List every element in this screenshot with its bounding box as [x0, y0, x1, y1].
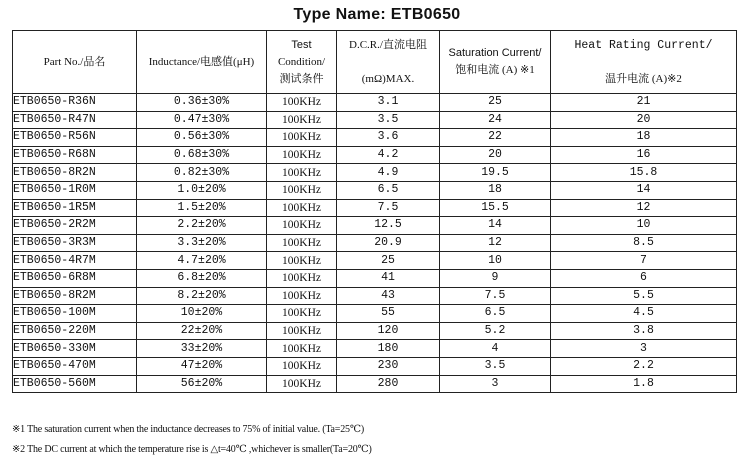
cell-heat-rating-current: 12	[551, 199, 737, 217]
cell-test-condition: 100KHz	[267, 234, 337, 252]
cell-dcr: 43	[337, 287, 440, 305]
header-test-condition: Test Condition/ 测试条件	[267, 31, 337, 94]
cell-saturation-current: 9	[440, 269, 551, 287]
table-row	[13, 287, 737, 305]
cell-saturation-current: 15.5	[440, 199, 551, 217]
cell-test-condition: 100KHz	[267, 129, 337, 147]
table-row	[13, 129, 737, 147]
cell-heat-rating-current: 16	[551, 146, 737, 164]
cell-part-no: ETB0650-330M	[13, 340, 137, 358]
cell-heat-rating-current: 10	[551, 217, 737, 235]
cell-heat-rating-current: 21	[551, 94, 737, 112]
cell-dcr: 180	[337, 340, 440, 358]
cell-heat-rating-current: 6	[551, 269, 737, 287]
cell-saturation-current: 6.5	[440, 305, 551, 323]
cell-saturation-current: 18	[440, 181, 551, 199]
cell-test-condition: 100KHz	[267, 146, 337, 164]
table-row	[13, 111, 737, 129]
cell-saturation-current: 7.5	[440, 287, 551, 305]
cell-saturation-current: 14	[440, 217, 551, 235]
cell-heat-rating-current: 3.8	[551, 322, 737, 340]
cell-dcr: 55	[337, 305, 440, 323]
cell-inductance: 47±20%	[137, 357, 267, 375]
cell-heat-rating-current: 8.5	[551, 234, 737, 252]
cell-heat-rating-current: 7	[551, 252, 737, 270]
table-row	[13, 199, 737, 217]
table-row	[13, 305, 737, 323]
cell-test-condition: 100KHz	[267, 305, 337, 323]
cell-part-no: ETB0650-2R2M	[13, 217, 137, 235]
header-row	[13, 31, 737, 94]
cell-heat-rating-current: 3	[551, 340, 737, 358]
cell-test-condition: 100KHz	[267, 322, 337, 340]
cell-inductance: 1.0±20%	[137, 181, 267, 199]
cell-saturation-current: 5.2	[440, 322, 551, 340]
header-inductance: Inductance/电感值(μH)	[137, 31, 267, 94]
cell-heat-rating-current: 1.8	[551, 375, 737, 393]
cell-dcr: 12.5	[337, 217, 440, 235]
cell-heat-rating-current: 14	[551, 181, 737, 199]
cell-test-condition: 100KHz	[267, 340, 337, 358]
cell-dcr: 41	[337, 269, 440, 287]
cell-dcr: 120	[337, 322, 440, 340]
cell-inductance: 0.36±30%	[137, 94, 267, 112]
table-row	[13, 252, 737, 270]
table-row	[13, 217, 737, 235]
footnote-heat-rating: ※2 The DC current at which the temperature rise is △t=40℃ ,whichever is smaller(Ta=20℃)	[12, 444, 372, 455]
cell-inductance: 10±20%	[137, 305, 267, 323]
table-row	[13, 234, 737, 252]
cell-inductance: 6.8±20%	[137, 269, 267, 287]
cell-test-condition: 100KHz	[267, 357, 337, 375]
cell-test-condition: 100KHz	[267, 287, 337, 305]
cell-part-no: ETB0650-8R2M	[13, 287, 137, 305]
cell-dcr: 3.5	[337, 111, 440, 129]
cell-saturation-current: 19.5	[440, 164, 551, 182]
cell-saturation-current: 12	[440, 234, 551, 252]
cell-dcr: 280	[337, 375, 440, 393]
cell-part-no: ETB0650-R56N	[13, 129, 137, 147]
cell-inductance: 0.68±30%	[137, 146, 267, 164]
table-row	[13, 146, 737, 164]
cell-heat-rating-current: 4.5	[551, 305, 737, 323]
cell-test-condition: 100KHz	[267, 181, 337, 199]
table-row	[13, 340, 737, 358]
cell-part-no: ETB0650-3R3M	[13, 234, 137, 252]
cell-dcr: 4.2	[337, 146, 440, 164]
footnote-saturation: ※1 The saturation current when the inductance decreases to 75% of initial value. (Ta=25℃)	[12, 424, 364, 435]
header-part-no: Part No./品名	[13, 31, 137, 94]
cell-heat-rating-current: 2.2	[551, 357, 737, 375]
cell-heat-rating-current: 20	[551, 111, 737, 129]
table-row	[13, 322, 737, 340]
cell-part-no: ETB0650-R68N	[13, 146, 137, 164]
cell-heat-rating-current: 15.8	[551, 164, 737, 182]
cell-heat-rating-current: 18	[551, 129, 737, 147]
cell-inductance: 33±20%	[137, 340, 267, 358]
cell-dcr: 20.9	[337, 234, 440, 252]
cell-dcr: 4.9	[337, 164, 440, 182]
table-row	[13, 164, 737, 182]
cell-saturation-current: 22	[440, 129, 551, 147]
header-dcr: D.C.R./直流电阻 (mΩ)MAX.	[337, 31, 440, 94]
cell-saturation-current: 3.5	[440, 357, 551, 375]
cell-part-no: ETB0650-6R8M	[13, 269, 137, 287]
cell-inductance: 22±20%	[137, 322, 267, 340]
header-saturation-current: Saturation Current/ 饱和电流 (A) ※1	[440, 31, 551, 94]
table-row	[13, 94, 737, 112]
cell-saturation-current: 25	[440, 94, 551, 112]
cell-part-no: ETB0650-560M	[13, 375, 137, 393]
cell-inductance: 4.7±20%	[137, 252, 267, 270]
cell-dcr: 3.6	[337, 129, 440, 147]
cell-test-condition: 100KHz	[267, 199, 337, 217]
cell-dcr: 7.5	[337, 199, 440, 217]
cell-inductance: 0.82±30%	[137, 164, 267, 182]
cell-test-condition: 100KHz	[267, 375, 337, 393]
cell-saturation-current: 20	[440, 146, 551, 164]
cell-part-no: ETB0650-4R7M	[13, 252, 137, 270]
cell-test-condition: 100KHz	[267, 94, 337, 112]
cell-part-no: ETB0650-220M	[13, 322, 137, 340]
cell-inductance: 3.3±20%	[137, 234, 267, 252]
table-row	[13, 181, 737, 199]
cell-saturation-current: 24	[440, 111, 551, 129]
cell-part-no: ETB0650-1R0M	[13, 181, 137, 199]
cell-part-no: ETB0650-8R2N	[13, 164, 137, 182]
cell-part-no: ETB0650-100M	[13, 305, 137, 323]
cell-heat-rating-current: 5.5	[551, 287, 737, 305]
cell-part-no: ETB0650-R36N	[13, 94, 137, 112]
cell-dcr: 3.1	[337, 94, 440, 112]
cell-part-no: ETB0650-R47N	[13, 111, 137, 129]
header-heat-rating-current: Heat Rating Current/ 温升电流 (A)※2	[551, 31, 737, 94]
cell-dcr: 230	[337, 357, 440, 375]
cell-saturation-current: 3	[440, 375, 551, 393]
spec-table	[12, 30, 737, 393]
cell-test-condition: 100KHz	[267, 252, 337, 270]
cell-test-condition: 100KHz	[267, 111, 337, 129]
cell-inductance: 8.2±20%	[137, 287, 267, 305]
cell-test-condition: 100KHz	[267, 217, 337, 235]
cell-inductance: 0.56±30%	[137, 129, 267, 147]
cell-inductance: 0.47±30%	[137, 111, 267, 129]
table-row	[13, 375, 737, 393]
table-row	[13, 269, 737, 287]
cell-test-condition: 100KHz	[267, 269, 337, 287]
cell-inductance: 2.2±20%	[137, 217, 267, 235]
cell-inductance: 56±20%	[137, 375, 267, 393]
table-row	[13, 357, 737, 375]
cell-part-no: ETB0650-470M	[13, 357, 137, 375]
cell-part-no: ETB0650-1R5M	[13, 199, 137, 217]
cell-dcr: 25	[337, 252, 440, 270]
page-title: Type Name: ETB0650	[293, 6, 461, 23]
cell-dcr: 6.5	[337, 181, 440, 199]
cell-test-condition: 100KHz	[267, 164, 337, 182]
cell-saturation-current: 10	[440, 252, 551, 270]
cell-saturation-current: 4	[440, 340, 551, 358]
cell-inductance: 1.5±20%	[137, 199, 267, 217]
